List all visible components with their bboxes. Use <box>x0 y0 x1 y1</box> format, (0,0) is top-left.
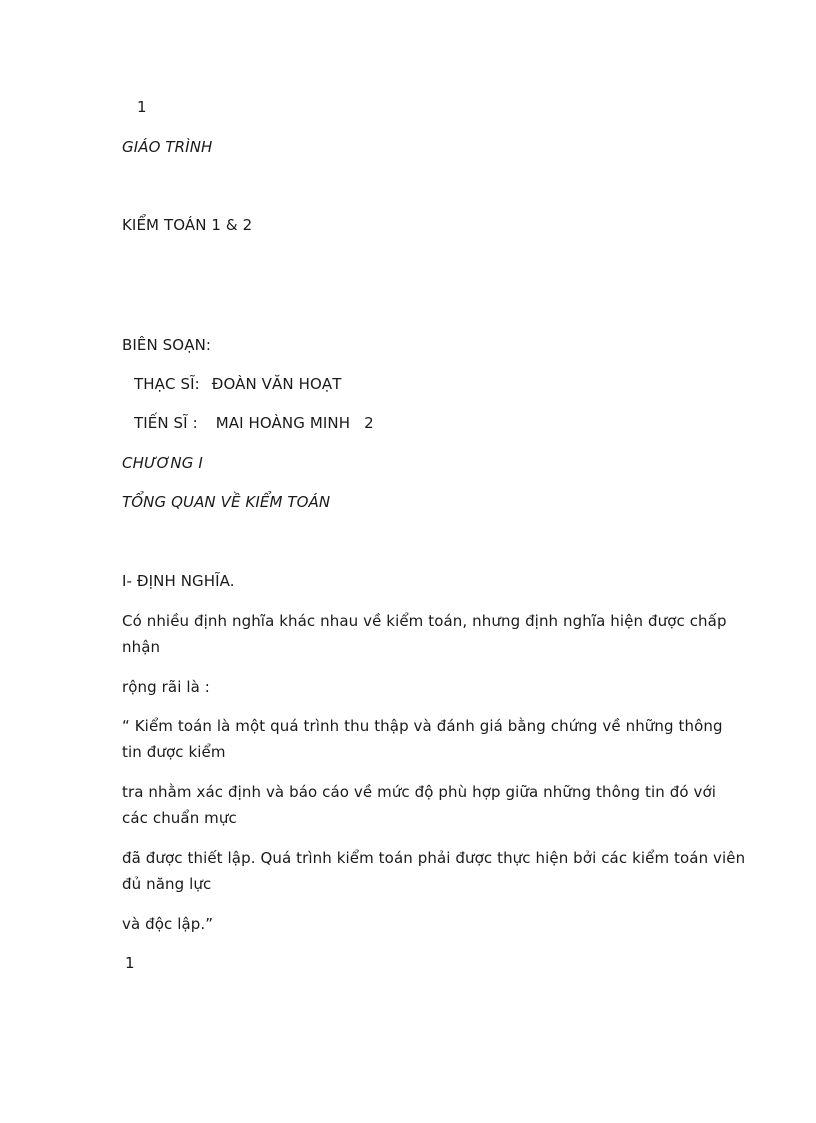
body-line-5: tin được kiểm <box>122 743 226 761</box>
body-line-4: “ Kiểm toán là một quá trình thu thập và đánh giá bằng chứng về những thông <box>122 717 723 735</box>
author-1-degree: THẠC SĨ: <box>134 375 200 393</box>
body-line-1: Có nhiều định nghĩa khác nhau về kiểm toán, nhưng định nghĩa hiện được chấp <box>122 612 727 630</box>
body-line-2: nhận <box>122 638 161 656</box>
page-number-bottom: 1 <box>125 954 135 972</box>
document-title-line1: GIÁO TRÌNH <box>122 138 213 156</box>
body-line-3: rộng rãi là : <box>122 678 210 696</box>
body-line-8: đã được thiết lập. Quá trình kiểm toán phải được thực hiện bởi các kiểm toán viên <box>122 849 746 867</box>
author-1-name: ĐOÀN VĂN HOẠT <box>211 375 342 393</box>
chapter-title: TỔNG QUAN VỀ KIỂM TOÁN <box>122 493 331 511</box>
body-line-9: đủ năng lực <box>122 875 212 893</box>
author-2-name: MAI HOÀNG MINH <box>215 414 351 432</box>
author-2-degree: TIẾN SĨ : <box>134 414 198 432</box>
body-line-7: các chuẩn mực <box>122 809 237 827</box>
section-heading: I- ĐỊNH NGHĨA. <box>122 572 235 590</box>
authors-label: BIÊN SOẠN: <box>122 336 212 354</box>
body-line-10: và độc lập.” <box>122 915 214 933</box>
chapter-label: CHƯƠNG I <box>122 454 203 472</box>
body-line-6: tra nhằm xác định và báo cáo về mức độ phù hợp giữa những thông tin đó với <box>122 783 717 801</box>
author-1 <box>134 371 342 397</box>
author-2 <box>134 410 374 436</box>
page-number-top: 1 <box>137 98 147 116</box>
author-2-marker: 2 <box>364 414 374 432</box>
document-title-line2: KIỂM TOÁN 1 & 2 <box>122 216 253 234</box>
